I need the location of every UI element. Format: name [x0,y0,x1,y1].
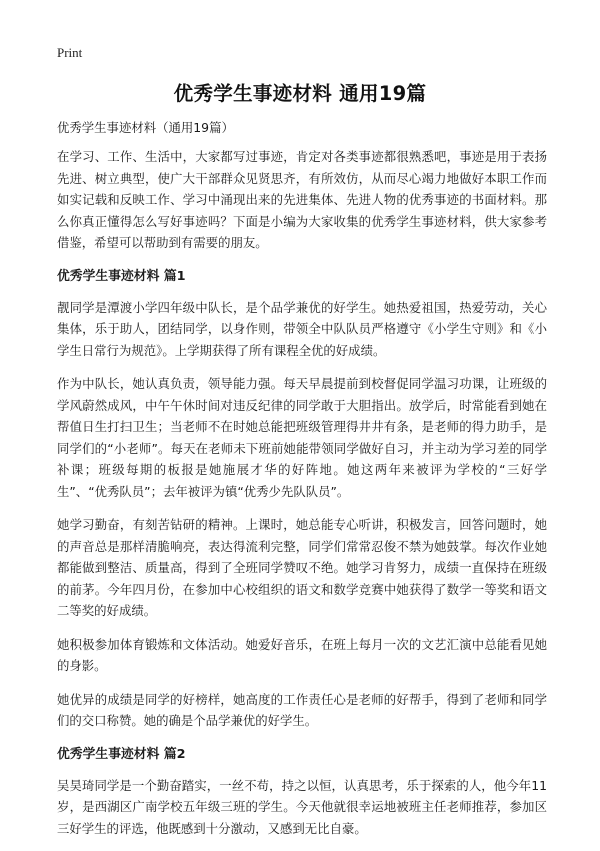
section-heading-2: 优秀学生事迹材料 篇2 [57,746,186,762]
section-1-paragraph-2: 作为中队长，她认真负责，领导能力强。每天早晨提前到校督促同学温习功课，让班级的学风蔚然成风，中午午休时间对违反纪律的同学敢于大胆指出。放学后，时常能看到她在帮值日生打扫卫生；当老师不在时她总能把班级管理得井井有条，是老师的得力助手，是同学们的“小老师”。每天在老师未下班前她能带领同学做好自习，并主动为学习差的同学补课；班级每期的板报是她施展才华的好阵地。她这两年来被评为学校的“三好学生”、“优秀队员”；去年被评为镇“优秀少先队队员”。 [57,376,547,499]
document-subtitle: 优秀学生事迹材料（通用19篇） [57,120,234,135]
section-2-paragraph-1: 吴昊琦同学是一个勤奋踏实，一丝不苟，持之以恒，认真思考，乐于探索的人，他今年11岁，是西湖区广南学校五年级三班的学生。今天他就很幸运地被班主任老师推荐，参加区三好学生的评选，他既感到十分激动，又感到无比自豪。 [57,777,547,836]
print-link[interactable]: Print [57,45,83,60]
section-1-paragraph-5: 她优异的成绩是同学的好榜样，她高度的工作责任心是老师的好帮手，得到了老师和同学们的交口称赞。她的确是个品学兼优的好学生。 [57,691,547,728]
intro-paragraph: 在学习、工作、生活中，大家都写过事迹，肯定对各类事迹都很熟悉吧，事迹是用于表扬先进、树立典型，使广大干部群众见贤思齐，有所效仿，从而尽心竭力地做好本职工作而如实记载和反映工作、学习中涌现出来的先进集体、先进人物的优秀事迹的书面材料。那么你真正懂得怎么写好事迹吗？下面是小编为大家收集的优秀学生事迹材料，供大家参考借鉴，希望可以帮助到有需要的朋友。 [57,149,547,250]
section-heading-1: 优秀学生事迹材料 篇1 [57,268,186,284]
section-1-paragraph-3: 她学习勤奋，有刻苦钻研的精神。上课时，她总能专心听讲，积极发言，回答问题时，她的声音总是那样清脆响亮，表达得流利完整，同学们常常忍俊不禁为她鼓掌。每次作业她都能做到整洁、质量高，得到了全班同学赞叹不绝。她学习肯努力，成绩一直保持在班级的前茅。今年四月份，在参加中心校组织的语文和数学竞赛中她获得了数学一等奖和语文二等奖的好成绩。 [57,517,547,618]
document-body [57,117,547,851]
document-title: 优秀学生事迹材料 通用19篇 [173,82,427,105]
section-1-paragraph-1: 靓同学是潭渡小学四年级中队长，是个品学兼优的好学生。她热爱祖国，热爱劳动，关心集体，乐于助人，团结同学，以身作则，带领全中队队员严格遵守《小学生守则》和《小学生日常行为规范》。上学期获得了所有课程全优的好成绩。 [57,299,547,358]
section-1-paragraph-4: 她积极参加体育锻炼和文体活动。她爱好音乐，在班上每月一次的文艺汇演中总能看见她的身影。 [57,636,547,673]
